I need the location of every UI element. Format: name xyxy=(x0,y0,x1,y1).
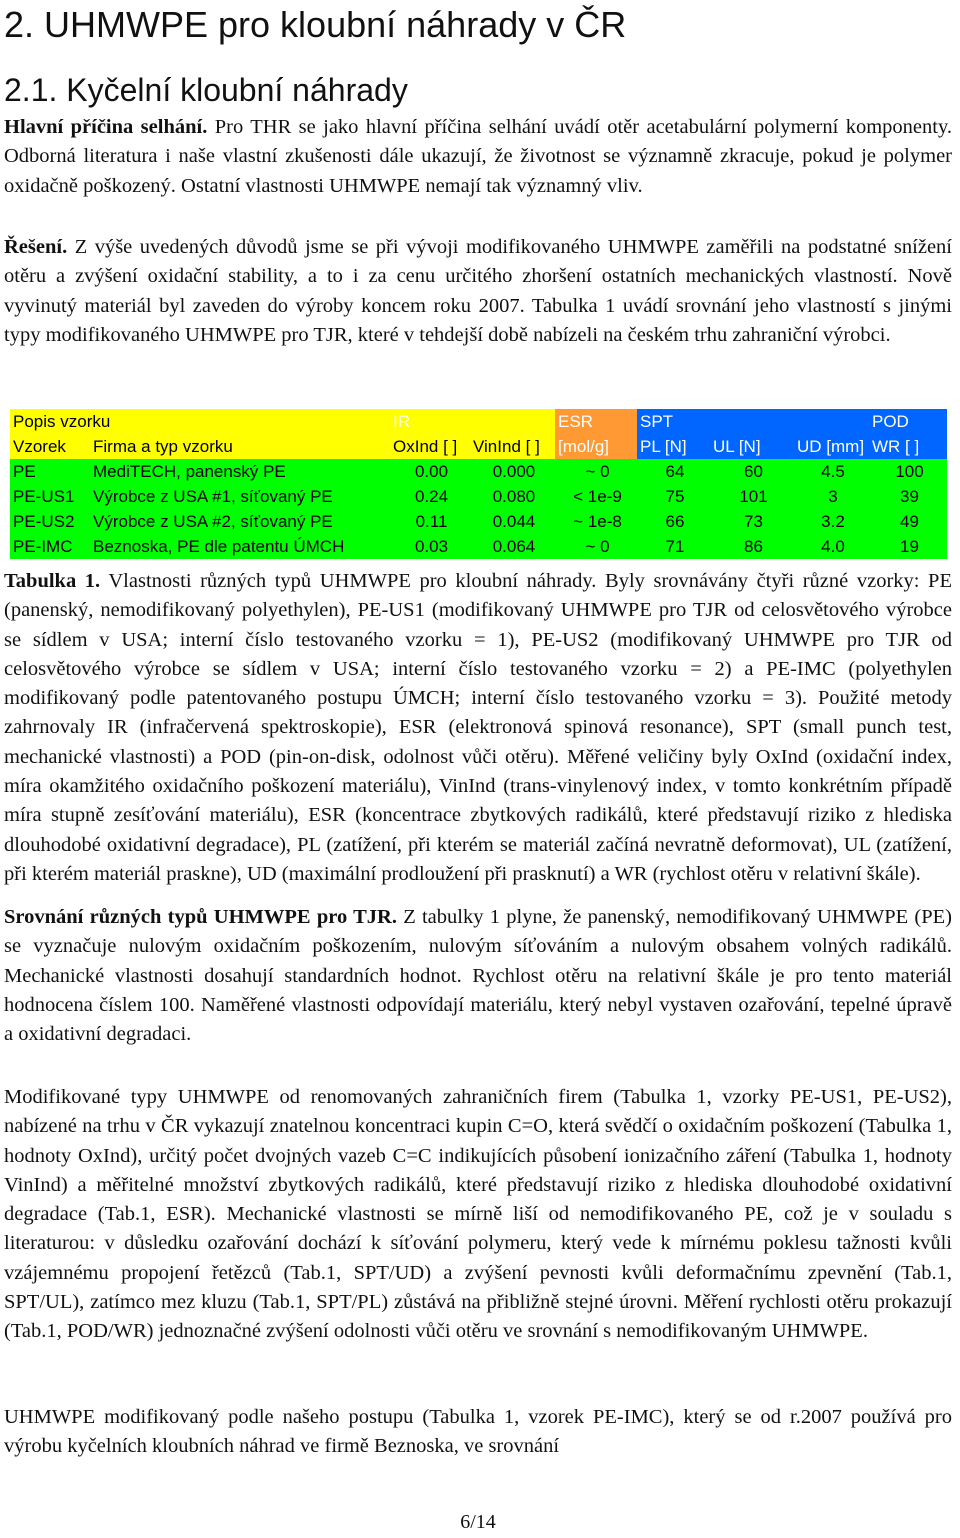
cell-ud: 4.5 xyxy=(794,459,869,484)
cell-oxind: 0.03 xyxy=(390,534,470,559)
cell-company: Výrobce z USA #2, síťovaný PE xyxy=(90,509,390,534)
cell-wr: 100 xyxy=(869,459,947,484)
table-caption xyxy=(4,567,952,889)
cell-oxind: 0.00 xyxy=(390,459,470,484)
cell-esr: ~ 0 xyxy=(555,459,637,484)
cell-esr: ~ 0 xyxy=(555,534,637,559)
cell-sample: PE xyxy=(10,459,90,484)
table-row xyxy=(10,484,947,509)
caption-label: Tabulka 1. xyxy=(4,570,101,592)
paragraph-lead: Srovnání různých typů UHMWPE pro TJR. xyxy=(4,906,397,928)
header-company: Firma a typ vzorku xyxy=(90,434,390,459)
caption-body: Vlastnosti různých typů UHMWPE pro kloubní náhrady. Byly srovnávány čtyři různé vzorky: PE (panenský, nemodifikovaný polyethylen), PE-US1 (modifikovaný UHMWPE pro TJR od celosvětového výrobce se sídlem v USA; interní číslo testovaného vzorku = 1), PE-US2 (modifikovaný UHMWPE pro TJR od celosvětového výrobce se sídlem v USA; interní číslo testovaného vzorku = 2) a PE-IMC (polyethylen modifikovaný podle patentovaného postupu ÚMCH; interní číslo testovaného vzorku = 3). Použité metody zahrnovaly IR (infračervená spektroskopie), ESR (elektronová spinová resonance), SPT (small punch test, mechanické vlastnosti) a POD (pin-on-disk, odolnost vůči otěru). Měřené veličiny byly OxInd (oxidační index, míra okamžitého oxidačního poškození materiálu), VinInd (trans-vinylenový index, v tomto konkrétním případě míra stupně zesíťování materiálu), ESR (koncentrace zbytkových radikálů, které představují riziko z hlediska dlouhodobé oxidativní degradace), PL (zatížení, při kterém se materiál začíná nevratně deformovat), UL (zatížení, při kterém materiál praskne), UD (maximální prodloužení při prasknutí) a WR (rychlost otěru v relativní škále). xyxy=(4,570,952,885)
paragraph-imc xyxy=(4,1403,952,1462)
header-ir: IR xyxy=(390,409,555,434)
header-oxind: OxInd [ ] xyxy=(390,434,470,459)
cell-wr: 49 xyxy=(869,509,947,534)
cell-pl: 66 xyxy=(637,509,710,534)
cell-company: MediTECH, panenský PE xyxy=(90,459,390,484)
header-pl: PL [N] xyxy=(637,434,710,459)
header-wr: WR [ ] xyxy=(869,434,947,459)
page-number: 6/14 xyxy=(460,1511,496,1533)
cell-ul: 86 xyxy=(710,534,794,559)
paragraph-body: Pro THR se jako hlavní příčina selhání uvádí otěr acetabulární polymerní komponenty. Odborná literatura i naše vlastní zkušenosti dále ukazují, že životnost se významně zkracuje, pokud je polymer oxidačně poškozený. Ostatní vlastnosti UHMWPE nemají tak významný vliv. xyxy=(4,116,952,197)
cell-pl: 71 xyxy=(637,534,710,559)
cell-sample: PE-IMC xyxy=(10,534,90,559)
table-header-columns xyxy=(10,434,947,459)
header-pod: POD xyxy=(869,409,947,434)
table-row xyxy=(10,509,947,534)
paragraph-body: Z výše uvedených důvodů jsme se při vývoji modifikovaného UHMWPE zaměřili na podstatné snížení otěru a zvýšení oxidační stability, a to i za cenu určitého zhoršení ostatních mechanických vlastností. Nově vyvinutý materiál byl zaveden do výroby koncem roku 2007. Tabulka 1 uvádí srovnání jeho vlastností s jinými typy modifikovaného UHMWPE pro TJR, které v tehdejší době nabízeli na českém trhu zahraniční výrobci. xyxy=(4,236,952,346)
cell-sample: PE-US1 xyxy=(10,484,90,509)
table-row xyxy=(10,459,947,484)
cell-wr: 39 xyxy=(869,484,947,509)
paragraph-lead: Hlavní příčina selhání. xyxy=(4,116,208,138)
cell-vinind: 0.064 xyxy=(470,534,555,559)
table-row xyxy=(10,534,947,559)
table-header-groups xyxy=(10,409,947,434)
cell-vinind: 0.080 xyxy=(470,484,555,509)
paragraph-body: Modifikované typy UHMWPE od renomovaných zahraničních firem (Tabulka 1, vzorky PE-US1, PE-US2), nabízené na trhu v ČR vykazují znatelnou koncentraci kupin C=O, která svědčí o oxidačním poškození (Tabulka 1, hodnoty OxInd), určitý počet dvojných vazeb C=C indikujících působení ionizačního záření (Tabulka 1, hodnoty VinInd) a měřitelné množství zbytkových radikálů, které představují riziko z hlediska dlouhodobé oxidativní degradace (Tab.1, ESR). Mechanické vlastnosti se mírně liší od nemodifikovaného PE, což je v souladu s literaturou: v důsledku ozařování dochází k síťování polymeru, který vede k mírnému poklesu tažnosti kvůli vzájemnému propojení řetězců (Tab.1, SPT/UD) a zvýšení pevnosti kvůli deformačnímu zpevnění (Tab.1, SPT/UL), zatímco mez kluzu (Tab.1, SPT/PL) zůstává na přibližně stejné úrovni. Měření rychlosti otěru prokazují (Tab.1, POD/WR) jednoznačné zvýšení odolnosti vůči otěru ve srovnání s nemodifikovaným UHMWPE. xyxy=(4,1086,952,1343)
paragraph-body: Z tabulky 1 plyne, že panenský, nemodifikovaný UHMWPE (PE) se vyznačuje nulovým oxidačním poškozením, nulovým síťováním a nulovým obsahem volných radikálů. Mechanické vlastnosti dosahují standardních hodnot. Rychlost otěru na relativní škále je pro tento materiál hodnocena číslem 100. Naměřené vlastnosti odpovídají materiálu, který nebyl vystaven ozařování, tepelné úpravě a oxidativní degradaci. xyxy=(4,906,952,1046)
cell-pl: 64 xyxy=(637,459,710,484)
paragraph-solution xyxy=(4,233,952,350)
cell-pl: 75 xyxy=(637,484,710,509)
header-ud: UD [mm] xyxy=(794,434,869,459)
cell-company: Výrobce z USA #1, síťovaný PE xyxy=(90,484,390,509)
paragraph-body: UHMWPE modifikovaný podle našeho postupu (Tabulka 1, vzorek PE-IMC), který se od r.2007 používá pro výrobu kyčelních kloubních náhrad ve firmě Beznoska, ve srovnání xyxy=(4,1406,952,1458)
cell-esr: ~ 1e-8 xyxy=(555,509,637,534)
cell-ul: 60 xyxy=(710,459,794,484)
properties-table xyxy=(10,409,947,559)
subsection-heading: 2.1. Kyčelní kloubní náhrady xyxy=(4,72,408,108)
cell-vinind: 0.044 xyxy=(470,509,555,534)
cell-vinind: 0.000 xyxy=(470,459,555,484)
cell-company: Beznoska, PE dle patentu ÚMCH xyxy=(90,534,390,559)
cell-wr: 19 xyxy=(869,534,947,559)
header-sample-description: Popis vzorku xyxy=(10,409,390,434)
cell-ud: 3 xyxy=(794,484,869,509)
header-spt: SPT xyxy=(637,409,869,434)
paragraph-modified-types xyxy=(4,1083,952,1347)
paragraph-lead: Řešení. xyxy=(4,236,68,258)
paragraph-main-cause xyxy=(4,113,952,201)
cell-sample: PE-US2 xyxy=(10,509,90,534)
header-sample: Vzorek xyxy=(10,434,90,459)
header-esr: ESR xyxy=(555,409,637,434)
header-ul: UL [N] xyxy=(710,434,794,459)
section-heading: 2. UHMWPE pro kloubní náhrady v ČR xyxy=(4,4,627,45)
header-esr-unit: [mol/g] xyxy=(555,434,637,459)
cell-ul: 101 xyxy=(710,484,794,509)
cell-esr: < 1e-9 xyxy=(555,484,637,509)
header-vinind: VinInd [ ] xyxy=(470,434,555,459)
cell-ud: 3.2 xyxy=(794,509,869,534)
cell-oxind: 0.11 xyxy=(390,509,470,534)
cell-ul: 73 xyxy=(710,509,794,534)
cell-ud: 4.0 xyxy=(794,534,869,559)
cell-oxind: 0.24 xyxy=(390,484,470,509)
paragraph-comparison xyxy=(4,903,952,1049)
